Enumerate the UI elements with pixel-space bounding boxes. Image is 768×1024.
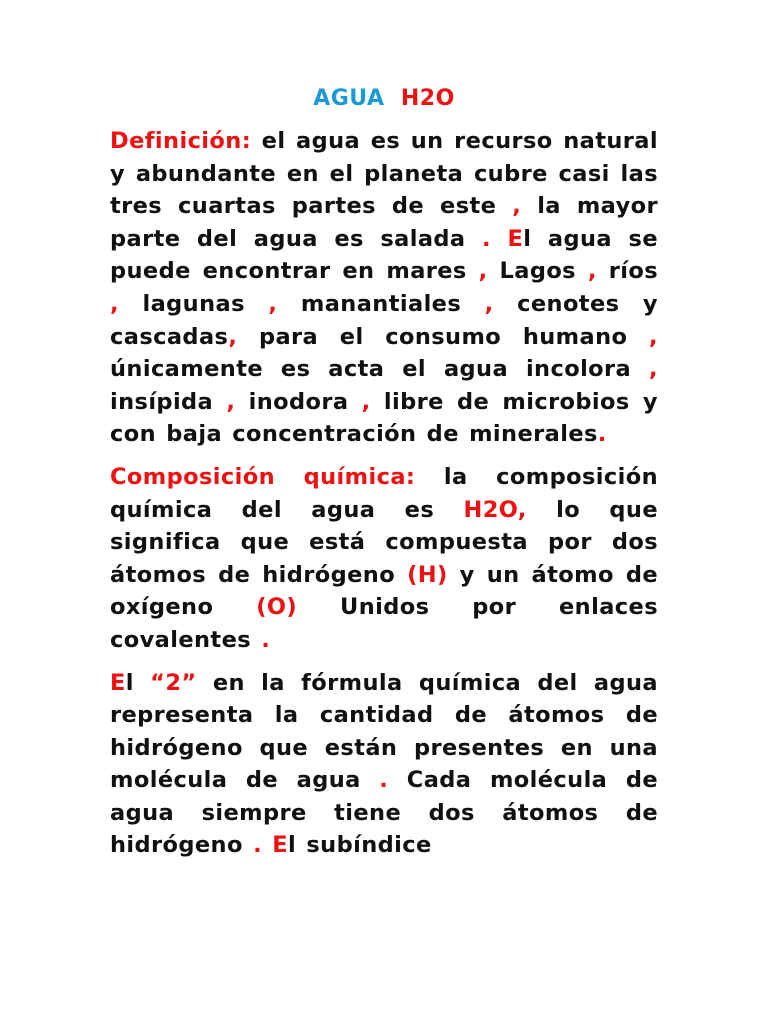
body-text: la composición química del agua es [110, 463, 658, 523]
highlighted-text: , [226, 388, 236, 415]
body-text: únicamente es acta el agua incolora [110, 356, 650, 383]
highlighted-text: , [587, 258, 597, 285]
body-text: la mayor parte del agua es salada [110, 193, 658, 252]
highlighted-text: , [268, 290, 278, 317]
paragraph-definicion [110, 125, 658, 451]
body-text: y un átomo de oxígeno [110, 561, 658, 621]
highlighted-text: (O) [256, 594, 298, 621]
highlighted-text: , [228, 323, 238, 350]
highlighted-text: . E [253, 832, 289, 859]
paragraph-subindice [110, 667, 658, 863]
body-text: Lagos [487, 258, 588, 285]
document-title [110, 83, 658, 115]
body-text: inodora [235, 388, 362, 415]
highlighted-text: . [597, 421, 607, 448]
body-text: lo que significa que está compuesta por dos átomos de hidrógeno [110, 496, 658, 588]
body-text: Unidos por enlaces covalentes [110, 594, 658, 653]
highlighted-text: , [361, 388, 371, 415]
highlighted-text: , [512, 193, 522, 220]
highlighted-text: , [110, 290, 119, 317]
title-word-h2o: H2O [400, 86, 455, 111]
highlighted-text: , [478, 258, 488, 285]
body-text: lagunas [118, 290, 269, 317]
highlighted-text: , [649, 356, 658, 383]
body-text: l agua se puede encontrar en mares [110, 225, 658, 285]
title-word-agua: AGUA [313, 86, 385, 111]
body-text: l subíndice [288, 832, 432, 859]
body-text: ríos [596, 258, 658, 285]
body-text: cenotes y cascadas [110, 290, 658, 350]
body-text: libre de microbios y con baja concentración de minerales [110, 388, 658, 448]
body-text: para el consumo humano [237, 323, 650, 350]
highlighted-text: E [110, 669, 126, 696]
highlighted-text: (H) [407, 561, 448, 588]
highlighted-text: “2” [150, 669, 197, 696]
highlighted-text: Composición química: [110, 463, 416, 490]
body-text: manantiales [277, 290, 485, 317]
highlighted-text: , [484, 290, 494, 317]
paragraph-composicion-quimica [110, 461, 658, 657]
body-text: el agua es un recurso natural y abundante en el planeta cubre casi las tres cuartas partes de este [110, 128, 658, 220]
highlighted-text: Definición: [110, 128, 252, 154]
body-text: insípida [110, 388, 227, 415]
highlighted-text: H2O, [463, 496, 527, 523]
body-text: Cada molécula de agua siempre tiene dos átomos de hidrógeno [110, 767, 658, 859]
highlighted-text: . [261, 626, 271, 653]
highlighted-text: , [649, 323, 658, 350]
highlighted-text: . [379, 767, 389, 794]
body-text: en la fórmula química del agua representa la cantidad de átomos de hidrógeno que están presentes en una molécula de agua [110, 669, 658, 794]
body-text: l [125, 669, 151, 696]
highlighted-text: . E [482, 225, 524, 252]
